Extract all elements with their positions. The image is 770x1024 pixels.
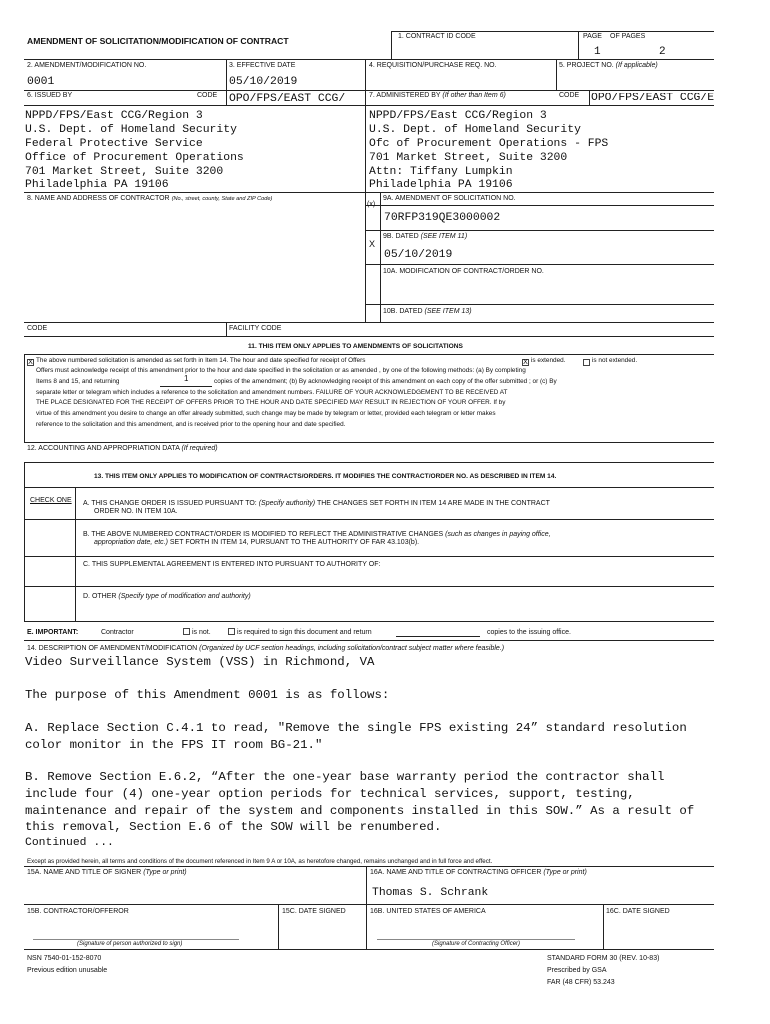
- admin-code-clip: [591, 93, 714, 105]
- option-a-line-2: ORDER NO. IN ITEM 10A.: [94, 508, 178, 515]
- page-value: 1: [594, 46, 601, 58]
- prescribed-by: Prescribed by GSA: [547, 967, 607, 974]
- item11-checkbox[interactable]: X: [28, 359, 33, 366]
- amendment-no-label: 2. AMENDMENT/MODIFICATION NO.: [27, 62, 147, 69]
- date-signed-16c-label: 16C. DATE SIGNED: [606, 908, 670, 915]
- item13-heading: 13. THIS ITEM ONLY APPLIES TO MODIFICATION OF CONTRACTS/ORDERS. IT MODIFIES THE CONTRACT/ORDER NO. AS DESCRIBED IN ITEM 14.: [94, 473, 557, 480]
- admin-line-6: Philadelphia PA 19106: [369, 179, 513, 191]
- item11-line-3b: copies of the amendment; (b) By acknowledging receipt of this amendment on each copy of the offer submitted ; or (c) By: [214, 378, 557, 385]
- is-required-checkbox[interactable]: [228, 628, 235, 635]
- issued-code-label: CODE: [197, 92, 218, 99]
- admin-line-3: Ofc of Procurement Operations - FPS: [369, 138, 609, 150]
- option-c: C. THIS SUPPLEMENTAL AGREEMENT IS ENTERED INTO PURSUANT TO AUTHORITY OF:: [83, 561, 381, 568]
- far-reference: FAR (48 CFR) 53.243: [547, 979, 615, 986]
- pages-value: 2: [659, 46, 666, 58]
- standard-form: STANDARD FORM 30 (REV. 10-83): [547, 955, 660, 962]
- item11-line-6: virtue of this amendment you desire to change an offer already submitted, such change may be made by telegram or letter, provided each telegram or letter makes: [36, 410, 496, 417]
- issued-line-5: 701 Market Street, Suite 3200: [25, 166, 224, 178]
- contractor-label: 8. NAME AND ADDRESS OF CONTRACTOR (No., street, county, State and ZIP Code): [27, 195, 273, 202]
- item11-line-2: Offers must acknowledge receipt of this amendment prior to the hour and date specified in the solicitation or as amended , by one of the following methods: (a) By completing: [36, 367, 526, 374]
- usa-label: 16B. UNITED STATES OF AMERICA: [370, 908, 486, 915]
- description-line-5: A. Replace Section C.4.1 to read, "Remove the single FPS existing 24” standard resolution: [25, 721, 687, 735]
- option-b-line-2: appropriation date, etc.) SET FORTH IN ITEM 14, PURSUANT TO THE AUTHORITY OF FAR 43.103(b).: [94, 539, 420, 546]
- form-title: AMENDMENT OF SOLICITATION/MODIFICATION OF CONTRACT: [27, 36, 289, 46]
- important-label: E. IMPORTANT:: [27, 629, 79, 636]
- description-line-1: Video Surveillance System (VSS) in Richmond, VA: [25, 655, 375, 669]
- not-extended-label: is not extended.: [592, 357, 638, 364]
- item11-line-4: separate letter or telegram which includes a reference to the solicitation and amendment numbers. FAILURE OF YOUR ACKNOWLEDGEMENT TO BE RECEIVED AT: [36, 389, 508, 396]
- dated-9b-label: 9B. DATED (SEE ITEM 11): [383, 233, 468, 240]
- solicitation-no-value: 70RFP319QE3000002: [384, 212, 501, 224]
- dated-9b-value: 05/10/2019: [384, 249, 453, 261]
- issued-line-1: NPPD/FPS/East CCG/Region 3: [25, 110, 203, 122]
- requisition-label: 4. REQUISITION/PURCHASE REQ. NO.: [369, 62, 497, 69]
- page-label: PAGE: [583, 33, 602, 40]
- important-contractor: Contractor: [101, 629, 134, 636]
- dated-10b-label: 10B. DATED (SEE ITEM 13): [383, 308, 472, 315]
- item11-line-7: reference to the solicitation and this amendment, and is received prior to the opening hour and date specified.: [36, 421, 346, 428]
- description-label: 14. DESCRIPTION OF AMENDMENT/MODIFICATION (Organized by UCF section headings, including solicitation/contract subject matter where feasible.): [27, 645, 505, 652]
- administered-by-label: 7. ADMINISTERED BY (If other than Item 6): [369, 92, 506, 99]
- copies-value: 1: [184, 374, 189, 383]
- officer-label: 16A. NAME AND TITLE OF CONTRACTING OFFICER (Type or print): [370, 869, 587, 876]
- option-b-line-1: B. THE ABOVE NUMBERED CONTRACT/ORDER IS MODIFIED TO REFLECT THE ADMINISTRATIVE CHANGES (such as changes in paying office,: [83, 531, 551, 538]
- issued-by-label: 6. ISSUED BY: [27, 92, 73, 99]
- sig-officer-caption: (Signature of Contracting Officer): [432, 941, 521, 947]
- option-d: D. OTHER (Specify type of modification and authority): [83, 593, 251, 600]
- facility-code-label: FACILITY CODE: [229, 325, 282, 332]
- item11-heading: 11. THIS ITEM ONLY APPLIES TO AMENDMENTS OF SOLICITATIONS: [248, 343, 463, 350]
- description-continued: Continued ...: [25, 837, 114, 849]
- effective-date-value: 05/10/2019: [229, 76, 298, 88]
- description-line-3: The purpose of this Amendment 0001 is as follows:: [25, 688, 390, 702]
- modification-no-label: 10A. MODIFICATION OF CONTRACT/ORDER NO.: [383, 268, 544, 275]
- nsn-number: NSN 7540-01-152-8070: [27, 955, 102, 962]
- contractor-code-label: CODE: [27, 325, 48, 332]
- previous-edition: Previous edition unusable: [27, 967, 108, 974]
- not-extended-checkbox[interactable]: [583, 359, 590, 366]
- description-line-6: color monitor in the FPS IT room BG-21.": [25, 738, 323, 752]
- issued-line-6: Philadelphia PA 19106: [25, 179, 169, 191]
- issued-line-4: Office of Procurement Operations: [25, 152, 244, 164]
- admin-code-value: OPO/FPS/EAST CCG/E: [591, 93, 714, 104]
- description-line-11: this removal, Section E.6 of the SOW will be renumbered.: [25, 820, 442, 834]
- x-mark-9b: X: [369, 239, 376, 249]
- accounting-label: 12. ACCOUNTING AND APPROPRIATION DATA (If required): [27, 445, 218, 452]
- copies-to-office: copies to the issuing office.: [487, 629, 571, 636]
- check-one-label: CHECK ONE: [30, 497, 72, 504]
- except-text: Except as provided herein, all terms and conditions of the document referenced in Item 9 A or 10A, as heretofore changed, remains unchanged and in full force and effect.: [27, 858, 493, 865]
- option-a-line-1: A. THIS CHANGE ORDER IS ISSUED PURSUANT TO: (Specify authority) THE CHANGES SET FORTH IN ITEM 14 ARE MADE IN THE CONTRACT: [83, 500, 550, 507]
- is-not-label: is not.: [192, 629, 211, 636]
- description-line-9: include four (4) one-year option periods for technical services, support, testing,: [25, 787, 635, 801]
- extended-checkbox[interactable]: X: [523, 359, 528, 366]
- solicitation-no-label: 9A. AMENDMENT OF SOLICITATION NO.: [383, 195, 516, 202]
- admin-line-2: U.S. Dept. of Homeland Security: [369, 124, 581, 136]
- admin-line-1: NPPD/FPS/East CCG/Region 3: [369, 110, 547, 122]
- admin-line-4: 701 Market Street, Suite 3200: [369, 152, 568, 164]
- issued-code-value: OPO/FPS/EAST CCG/: [229, 93, 346, 105]
- amendment-no-value: 0001: [27, 76, 55, 88]
- contract-id-label: 1. CONTRACT ID CODE: [398, 33, 476, 40]
- is-required-label: is required to sign this document and return: [237, 629, 372, 636]
- item11-line-5: THE PLACE DESIGNATED FOR THE RECEIPT OF OFFERS PRIOR TO THE HOUR AND DATE SPECIFIED MAY RESULT IN REJECTION OF YOUR OFFER. If by: [36, 399, 506, 406]
- is-not-checkbox[interactable]: [183, 628, 190, 635]
- signer-label: 15A. NAME AND TITLE OF SIGNER (Type or print): [27, 869, 187, 876]
- of-pages-label: OF PAGES: [610, 33, 646, 40]
- issued-line-2: U.S. Dept. of Homeland Security: [25, 124, 237, 136]
- effective-date-label: 3. EFFECTIVE DATE: [229, 62, 296, 69]
- description-line-8: B. Remove Section E.6.2, “After the one-year base warranty period the contractor shall: [25, 770, 665, 784]
- admin-code-label: CODE: [559, 92, 580, 99]
- item11-line-1: The above numbered solicitation is amended as set forth in Item 14. The hour and date specified for receipt of Offers: [36, 357, 366, 364]
- project-no-label: 5. PROJECT NO. (If applicable): [559, 62, 658, 69]
- is-extended-label: is extended.: [531, 357, 566, 364]
- x-column-label: (x): [367, 201, 376, 208]
- date-signed-15c-label: 15C. DATE SIGNED: [282, 908, 346, 915]
- description-line-10: maintenance and repair of the system and components installed in this SOW.” As a result of: [25, 804, 695, 818]
- admin-line-5: Attn: Tiffany Lumpkin: [369, 166, 513, 178]
- offeror-label: 15B. CONTRACTOR/OFFEROR: [27, 908, 129, 915]
- item11-line-3a: Items 8 and 15, and returning: [36, 378, 120, 385]
- issued-line-3: Federal Protective Service: [25, 138, 203, 150]
- sig-person-caption: (Signature of person authorized to sign): [77, 941, 183, 947]
- officer-name: Thomas S. Schrank: [372, 887, 489, 899]
